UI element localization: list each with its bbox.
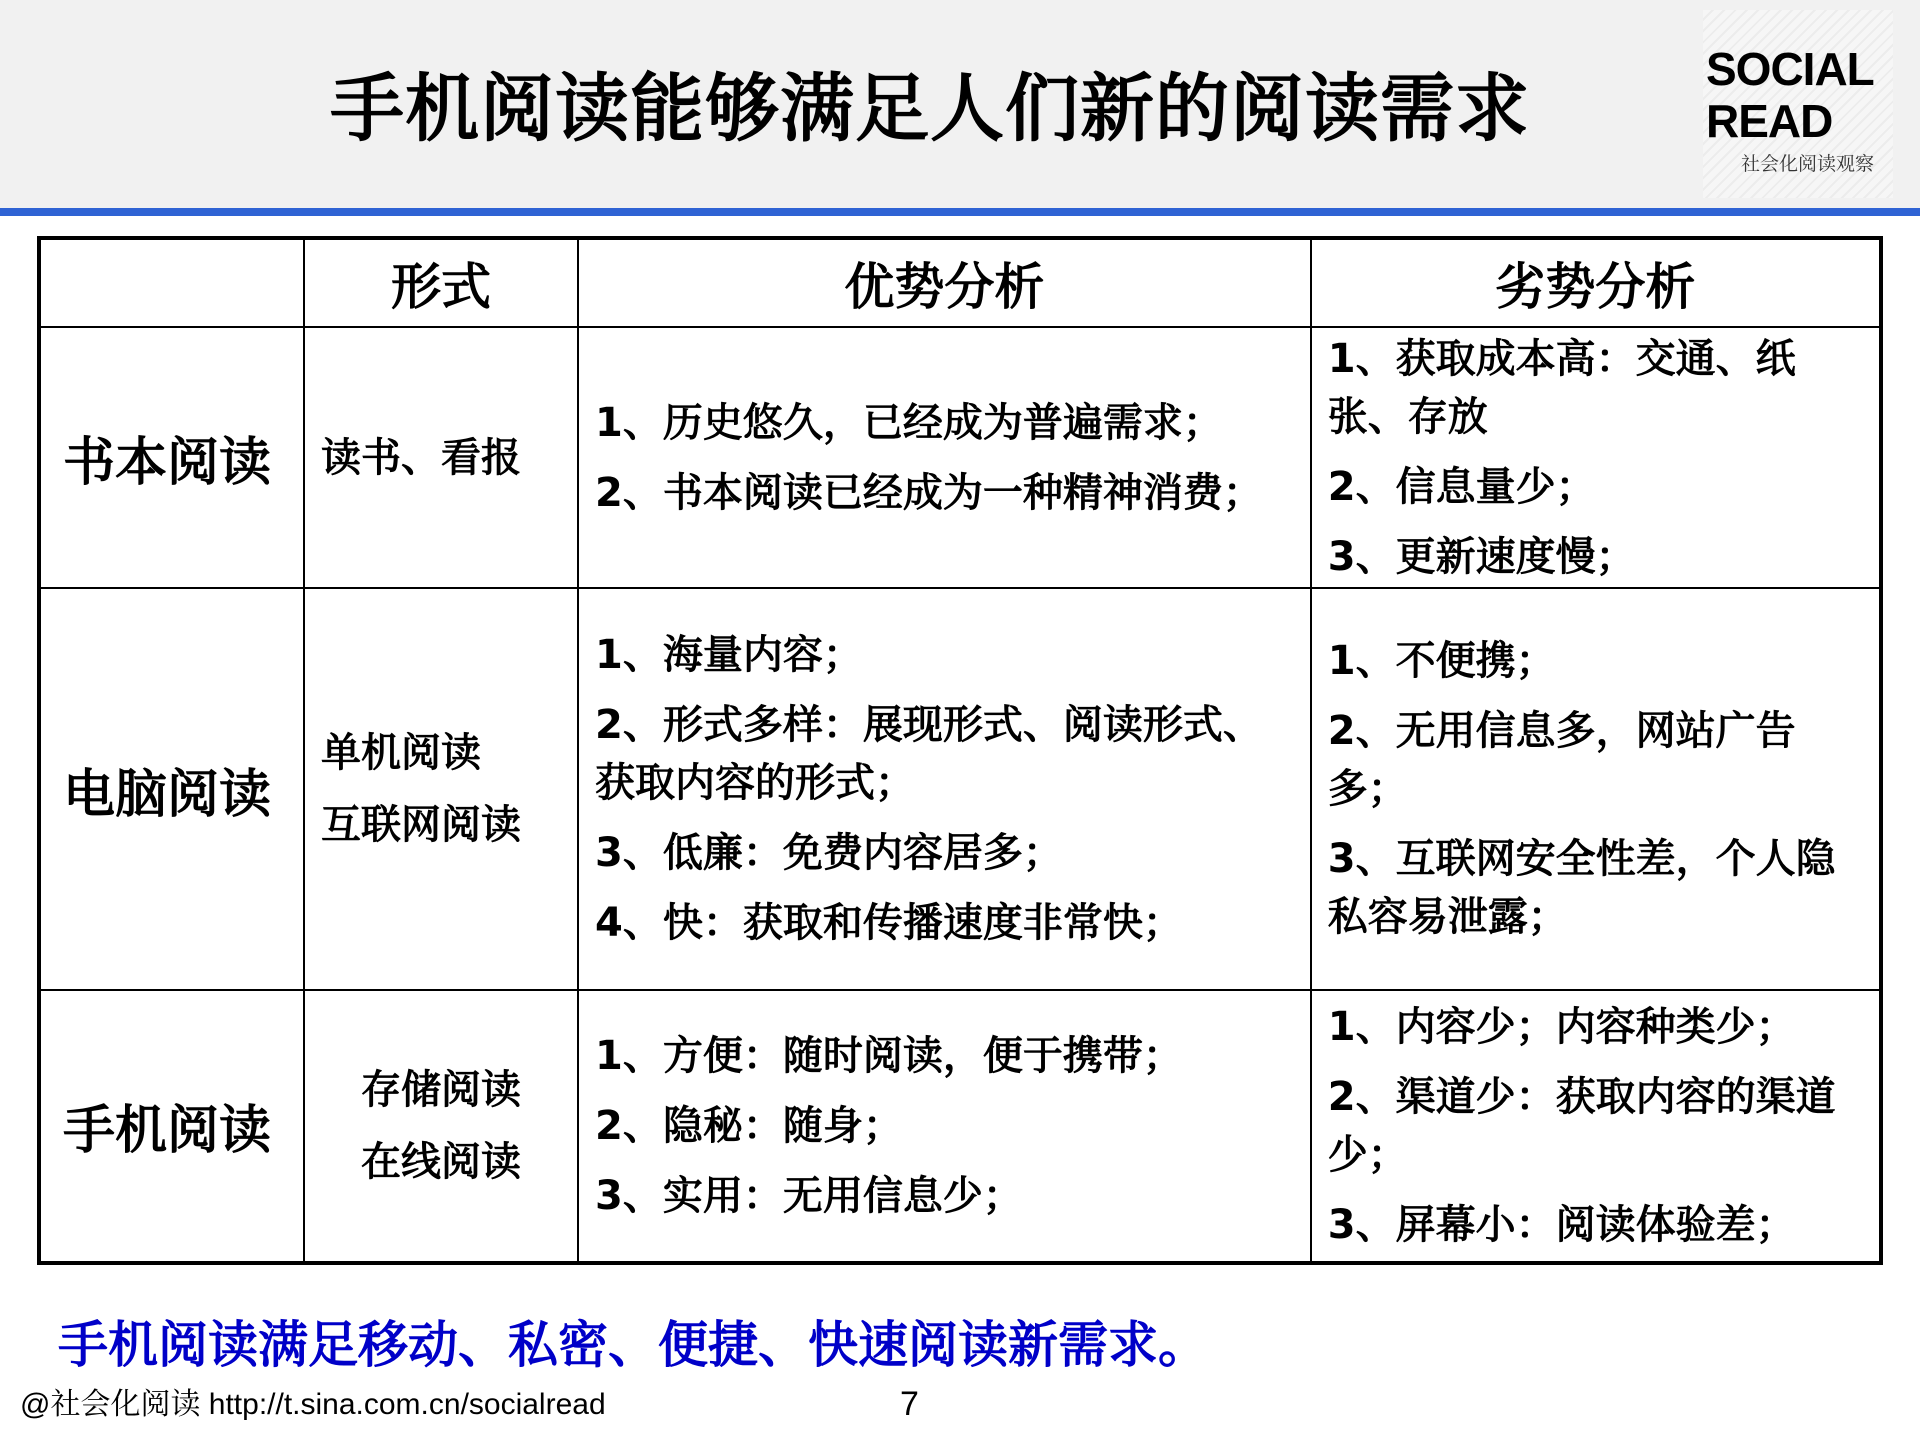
page-number: 7 [900,1385,919,1423]
form-item: 读书、看报 [321,434,521,481]
summary-text: 手机阅读满足移动、私密、便捷、快速阅读新需求。 [58,1316,1208,1374]
header-form: 形式 [304,238,578,327]
logo-line-2: READ [1706,95,1833,147]
row-label: 手机阅读 [39,990,304,1263]
pro-item: 1、方便：随时阅读，便于携带； [595,1032,1183,1079]
con-item: 2、信息量少； [1327,463,1596,510]
pros-cell [578,327,1311,588]
form-item: 存储阅读 [361,1066,521,1113]
row-label: 电脑阅读 [39,588,304,990]
header-empty [39,238,304,327]
table-row [39,990,1881,1263]
table-row [39,588,1881,990]
pro-item: 2、形式多样：展现形式、阅读形式、获取内容的形式； [595,702,1263,807]
con-item: 3、更新速度慢； [1327,533,1636,580]
cons-cell [1311,327,1881,588]
cons-cell [1311,990,1881,1263]
table-row [39,327,1881,588]
slide-title: 手机阅读能够满足人们新的阅读需求 [330,66,1530,152]
comparison-table [37,236,1883,1265]
con-item: 1、内容少；内容种类少； [1327,1003,1796,1050]
logo-line-3: 社会化阅读观察 [1741,153,1875,175]
pro-item: 2、隐秘：随身； [595,1102,903,1149]
cons-cell [1311,588,1881,990]
pro-item: 4、快：获取和传播速度非常快； [595,900,1183,947]
pro-item: 3、实用：无用信息少； [595,1172,1023,1219]
pros-cell [578,588,1311,990]
con-item: 2、渠道少：获取内容的渠道少； [1327,1073,1836,1178]
form-cell [304,588,578,990]
pro-item: 3、低廉：免费内容居多； [595,830,1063,877]
pros-cell [578,990,1311,1263]
pro-item: 2、书本阅读已经成为一种精神消费； [595,469,1263,516]
header-divider [0,208,1920,216]
header-cons: 劣势分析 [1311,238,1881,327]
header-pros: 优势分析 [578,238,1311,327]
footer-link: @社会化阅读 http://t.sina.com.cn/socialread [20,1388,606,1421]
form-item: 单机阅读 [321,730,481,777]
form-cell [304,990,578,1263]
logo-line-1: SOCIAL [1706,43,1874,95]
social-read-logo [1703,10,1893,198]
con-item: 3、互联网安全性差，个人隐私容易泄露； [1327,836,1836,941]
con-item: 1、不便携； [1327,638,1556,685]
pro-item: 1、历史悠久，已经成为普遍需求； [595,399,1223,446]
row-label: 书本阅读 [39,327,304,588]
form-item: 互联网阅读 [321,802,521,849]
table-header-row [39,238,1881,327]
con-item: 1、获取成本高：交通、纸张、存放 [1327,335,1796,440]
con-item: 2、无用信息多，网站广告多； [1327,708,1796,813]
con-item: 3、屏幕小：阅读体验差； [1327,1201,1796,1248]
form-item: 在线阅读 [361,1138,521,1185]
form-cell [304,327,578,588]
pro-item: 1、海量内容； [595,632,863,679]
